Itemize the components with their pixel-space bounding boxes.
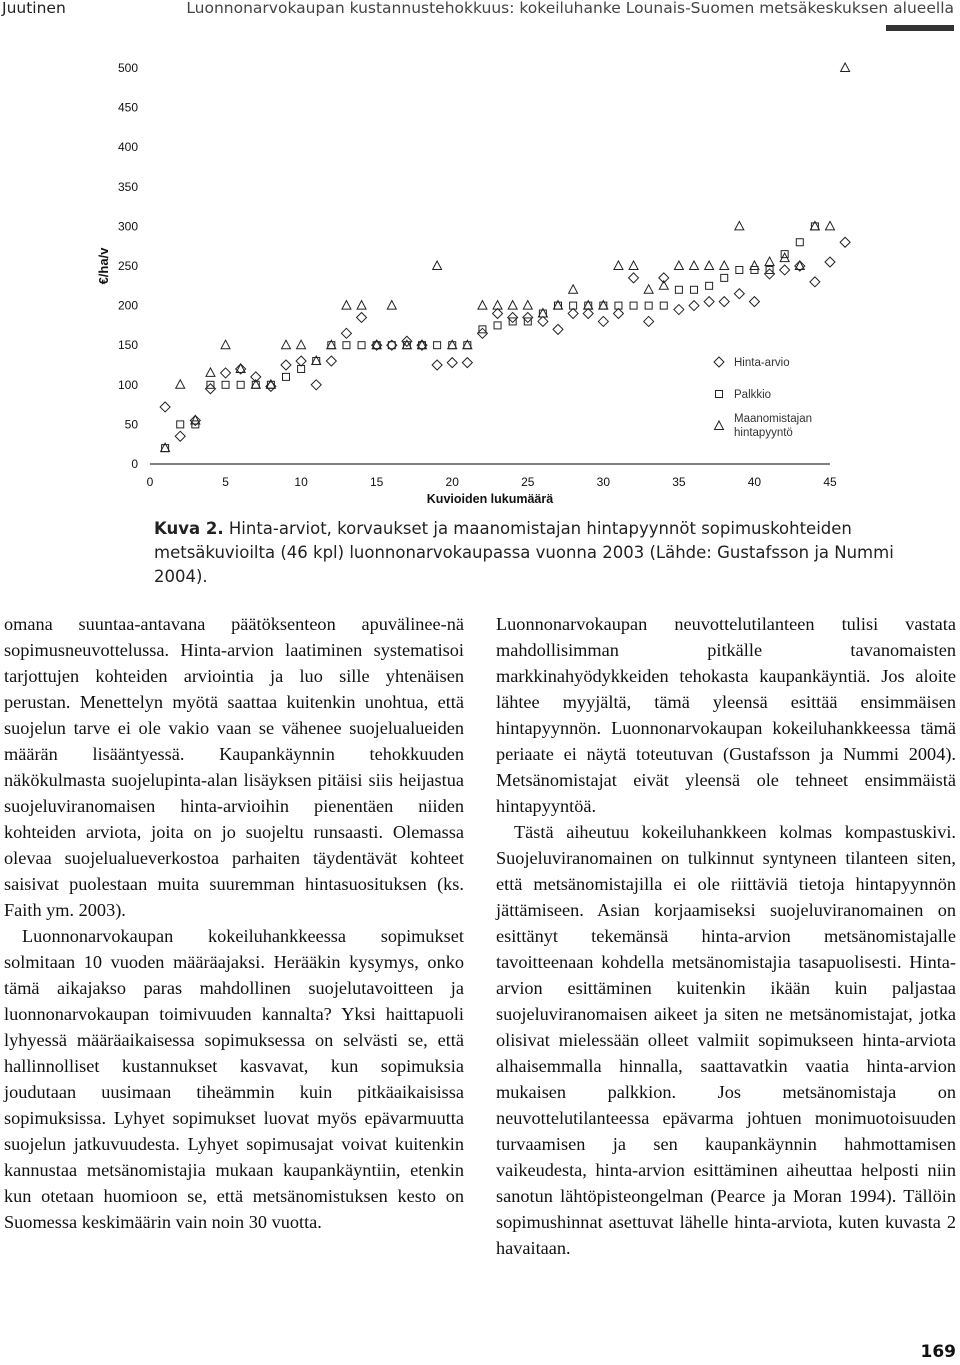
y-tick-label: 100 xyxy=(117,377,138,392)
palkkio-point xyxy=(177,421,184,428)
hintapyynto-point xyxy=(690,261,699,270)
legend-palkkio-label: Palkkio xyxy=(734,389,772,401)
palkkio-point xyxy=(358,342,365,349)
palkkio-point xyxy=(494,322,501,329)
hintapyynto-point xyxy=(523,301,532,310)
hintapyynto-point xyxy=(221,340,230,349)
palkkio-point xyxy=(630,302,637,309)
palkkio-point xyxy=(343,342,350,349)
x-tick-label: 10 xyxy=(294,475,308,489)
hintapyynto-point xyxy=(659,281,668,290)
hintapyynto-point xyxy=(297,340,306,349)
x-axis-title: Kuvioiden lukumäärä xyxy=(426,492,554,506)
palkkio-point xyxy=(691,286,698,293)
hinta-arvio-point xyxy=(447,358,457,368)
x-tick-label: 20 xyxy=(445,475,459,489)
hinta-arvio-point xyxy=(674,305,684,315)
x-tick-label: 35 xyxy=(672,475,686,489)
hintapyynto-point xyxy=(614,261,623,270)
palkkio-point xyxy=(645,302,652,309)
hinta-arvio-point xyxy=(719,297,729,307)
hinta-arvio-point xyxy=(840,237,850,247)
hinta-arvio-point xyxy=(644,316,654,326)
palkkio-point xyxy=(222,381,229,388)
palkkio-point xyxy=(237,381,244,388)
hintapyynto-point xyxy=(206,368,215,377)
hinta-arvio-point xyxy=(432,360,442,370)
y-tick-label: 500 xyxy=(117,61,138,75)
y-tick-label: 150 xyxy=(117,338,138,353)
y-tick-label: 200 xyxy=(117,298,138,313)
hintapyynto-point xyxy=(826,221,835,230)
y-tick-label: 400 xyxy=(117,140,138,155)
hinta-arvio-point xyxy=(780,265,790,275)
caption-text: Hinta-arviot, korvaukset ja maanomistajan hintapyynnöt sopimuskohteiden metsäkuvioilta (46 kpl) luonnonarvokaupassa vuonna 2003 (Lähde: Gustafsson ja Nummi 2004). xyxy=(154,519,894,586)
legend-hinta-arvio-label: Hinta-arvio xyxy=(734,357,790,369)
hinta-arvio-point xyxy=(462,358,472,368)
hinta-arvio-point xyxy=(357,312,367,322)
hinta-arvio-point xyxy=(613,309,623,319)
y-axis-title: €/ha/v xyxy=(96,247,111,285)
y-tick-label: 0 xyxy=(131,457,138,471)
hintapyynto-point xyxy=(629,261,638,270)
palkkio-point xyxy=(675,286,682,293)
hintapyynto-point xyxy=(644,285,653,294)
hintapyynto-point xyxy=(735,221,744,230)
hinta-arvio-point xyxy=(221,368,231,378)
hintapyynto-point xyxy=(674,261,683,270)
x-tick-label: 15 xyxy=(369,475,384,489)
x-tick-label: 45 xyxy=(823,475,837,489)
hintapyynto-point xyxy=(478,301,487,310)
running-header xyxy=(0,0,960,40)
header-bar xyxy=(886,25,954,31)
scatter-chart xyxy=(0,40,960,510)
palkkio-point xyxy=(736,266,743,273)
hinta-arvio-point xyxy=(175,431,185,441)
right-paragraph-1: Luonnonarvokaupan neuvottelutilanteen tulisi vastata mahdollisimman pitkälle tavanomaisten markkinahyödykkeiden tehokasta kaupankäyntiä. Jos aloite lähtee myyjältä, tämä yleensä esittää ensimmäisen hintapyynnön. Luonnonarvokaupan kokeiluhankkeessa tämä periaate ei näytä toteutuvan (Gustafsson ja Nummi 2004). Metsänomistajat eivät yleensä ole tehneet ensimmäistä hintapyyntöä. xyxy=(496,614,956,816)
x-tick-label: 5 xyxy=(222,475,229,489)
hinta-arvio-point xyxy=(493,309,503,319)
y-tick-label: 50 xyxy=(124,417,138,432)
legend-hinta-arvio-marker xyxy=(714,357,724,367)
palkkio-point xyxy=(721,274,728,281)
hintapyynto-point xyxy=(720,261,729,270)
hinta-arvio-point xyxy=(810,277,820,287)
x-tick-label: 40 xyxy=(747,475,762,489)
x-tick-label: 25 xyxy=(521,475,535,489)
y-tick-label: 350 xyxy=(117,179,138,194)
right-paragraph-2: Tästä aiheutuu kokeiluhankkeen kolmas kompastuskivi. Suojeluviranomainen on tulkinnut syntyneen tilanteen siten, että metsänomistajilla ei ole riittäviä tietoja hintapyynnön jättämiseen. Asian korjaamiseksi suojeluviranomainen on esittänyt tekemänsä hinta-arvion metsänomistajalle tavoitteenaan kohdella metsänomistajia tasapuolisesti. Hinta-arvion esittäminen kuitenkin ikään kuin paljastaa suojeluviranomaisen aikeet ja siten ne metsänomistajat, jotka olisivat mielessään olleet valmiit sopimukseen hinta-arviota alhaisemmalla hinnalla, saattavatkin vaatia hinta-arvion mukaisen palkkion. Jos metsänomistaja on neuvottelutilanteessa epävarma johtuen monimuotoisuuden turvaamisen ja sen kaupankäynnin hahmottamisen vaikeudesta, hinta-arvion esittäminen aiheuttaa helposti niin sanotun lähtöpisteongelman (Pearce ja Moran 1994). Tällöin sopimushinnat asettuvat lähelle hinta-arviota, kuten kuvasta 2 havaitaan. xyxy=(496,822,956,1258)
hinta-arvio-point xyxy=(553,324,563,334)
hinta-arvio-point xyxy=(296,356,306,366)
palkkio-point xyxy=(524,318,531,325)
hintapyynto-point xyxy=(342,301,351,310)
legend-hintapyynto-label: Maanomistajan hintapyyntö xyxy=(734,413,812,439)
legend-palkkio-marker xyxy=(716,391,723,398)
hintapyynto-point xyxy=(569,285,578,294)
left-paragraph-1: omana suuntaa-antavana päätöksenteon apuvälinee-nä sopimusneuvottelussa. Hinta-arvion laatiminen systematisoi tarjottujen kohteiden arviointia ja luo sille yhtenäisen perustan. Menettelyn myötä saattaa kuitenkin unohtua, että suojelun tarve ei ole vakio vaan se vähenee suojelualueiden määrän lisääntyessä. Kaupankäynnin tehokkuuden näkökulmasta suojelupinta-alan lisäyksen pitäisi siis heijastua suojeluviranomaisen hinta-arvioihin pienentäen niiden kohteiden arviota, joita on jo suojeltu runsaasti. Olemassa olevaa suojelualueverkostoa parhaiten täydentävät kohteet saisivat puolestaan muita suuremman hintasuosituksen (ks. Faith ym. 2003). xyxy=(4,614,464,920)
hintapyynto-point xyxy=(433,261,442,270)
hinta-arvio-point xyxy=(326,356,336,366)
legend-hintapyynto-marker xyxy=(715,421,724,430)
hinta-arvio-point xyxy=(689,301,699,311)
hintapyynto-point xyxy=(508,301,517,310)
hintapyynto-point xyxy=(841,63,850,72)
palkkio-point xyxy=(796,239,803,246)
left-paragraph-2: Luonnonarvokaupan kokeiluhankkeessa sopimukset solmitaan 10 vuoden määräajaksi. Herääkin kysymys, onko tämä aikajakso paras mahdollinen suojelutavoitteen ja luonnonarvokaupan toimivuuden kannalta? Yksi haittapuoli lyhyessä määräaikaisessa sopimuksessa on selvästi se, että hallinnolliset kustannukset kasvavat, kun sopimuksia joudutaan uusimaan tiheämmin kuin pitkäaikaisissa sopimuksissa. Lyhyet sopimukset luovat myös epävarmuutta suojelun jatkuvuudesta. Lyhyet sopimusajat voivat kuitenkin kannustaa metsänomistajia mukaan kaupankäyntiin, etenkin kun otetaan huomioon se, että metsänomistuksen kesto on Suomessa keskimäärin vain noin 30 vuotta. xyxy=(4,926,464,1232)
right-column xyxy=(496,611,956,1261)
y-tick-label: 450 xyxy=(117,100,138,115)
hinta-arvio-point xyxy=(629,273,639,283)
hinta-arvio-point xyxy=(281,360,291,370)
hinta-arvio-point xyxy=(568,309,578,319)
hinta-arvio-point xyxy=(734,289,744,299)
hinta-arvio-point xyxy=(825,257,835,267)
palkkio-point xyxy=(766,266,773,273)
hinta-arvio-point xyxy=(538,316,548,326)
hinta-arvio-point xyxy=(598,316,608,326)
y-tick-label: 300 xyxy=(117,219,138,234)
hintapyynto-point xyxy=(357,301,366,310)
hinta-arvio-point xyxy=(583,309,593,319)
hintapyynto-point xyxy=(176,380,185,389)
hintapyynto-point xyxy=(282,340,291,349)
hinta-arvio-point xyxy=(311,380,321,390)
hintapyynto-point xyxy=(765,257,774,266)
y-tick-label: 250 xyxy=(117,259,138,273)
palkkio-point xyxy=(434,342,441,349)
page-number: 169 xyxy=(920,1342,956,1362)
x-tick-label: 0 xyxy=(146,475,154,489)
palkkio-point xyxy=(283,373,290,380)
left-column xyxy=(4,611,464,1235)
palkkio-point xyxy=(207,381,214,388)
palkkio-point xyxy=(660,302,667,309)
header-title: Luonnonarvokaupan kustannustehokkuus: kokeiluhanke Lounais-Suomen metsäkeskuksen alueella xyxy=(186,0,954,17)
figure-caption xyxy=(154,517,950,589)
hintapyynto-point xyxy=(705,261,714,270)
hintapyynto-point xyxy=(387,301,396,310)
caption-label: Kuva 2. xyxy=(154,519,224,538)
palkkio-point xyxy=(706,282,713,289)
hinta-arvio-point xyxy=(341,328,351,338)
palkkio-point xyxy=(509,318,516,325)
hinta-arvio-point xyxy=(160,402,170,412)
header-section: Juutinen xyxy=(2,0,66,17)
hinta-arvio-point xyxy=(704,297,714,307)
x-tick-label: 30 xyxy=(596,475,611,489)
hinta-arvio-point xyxy=(749,297,759,307)
palkkio-point xyxy=(479,326,486,333)
